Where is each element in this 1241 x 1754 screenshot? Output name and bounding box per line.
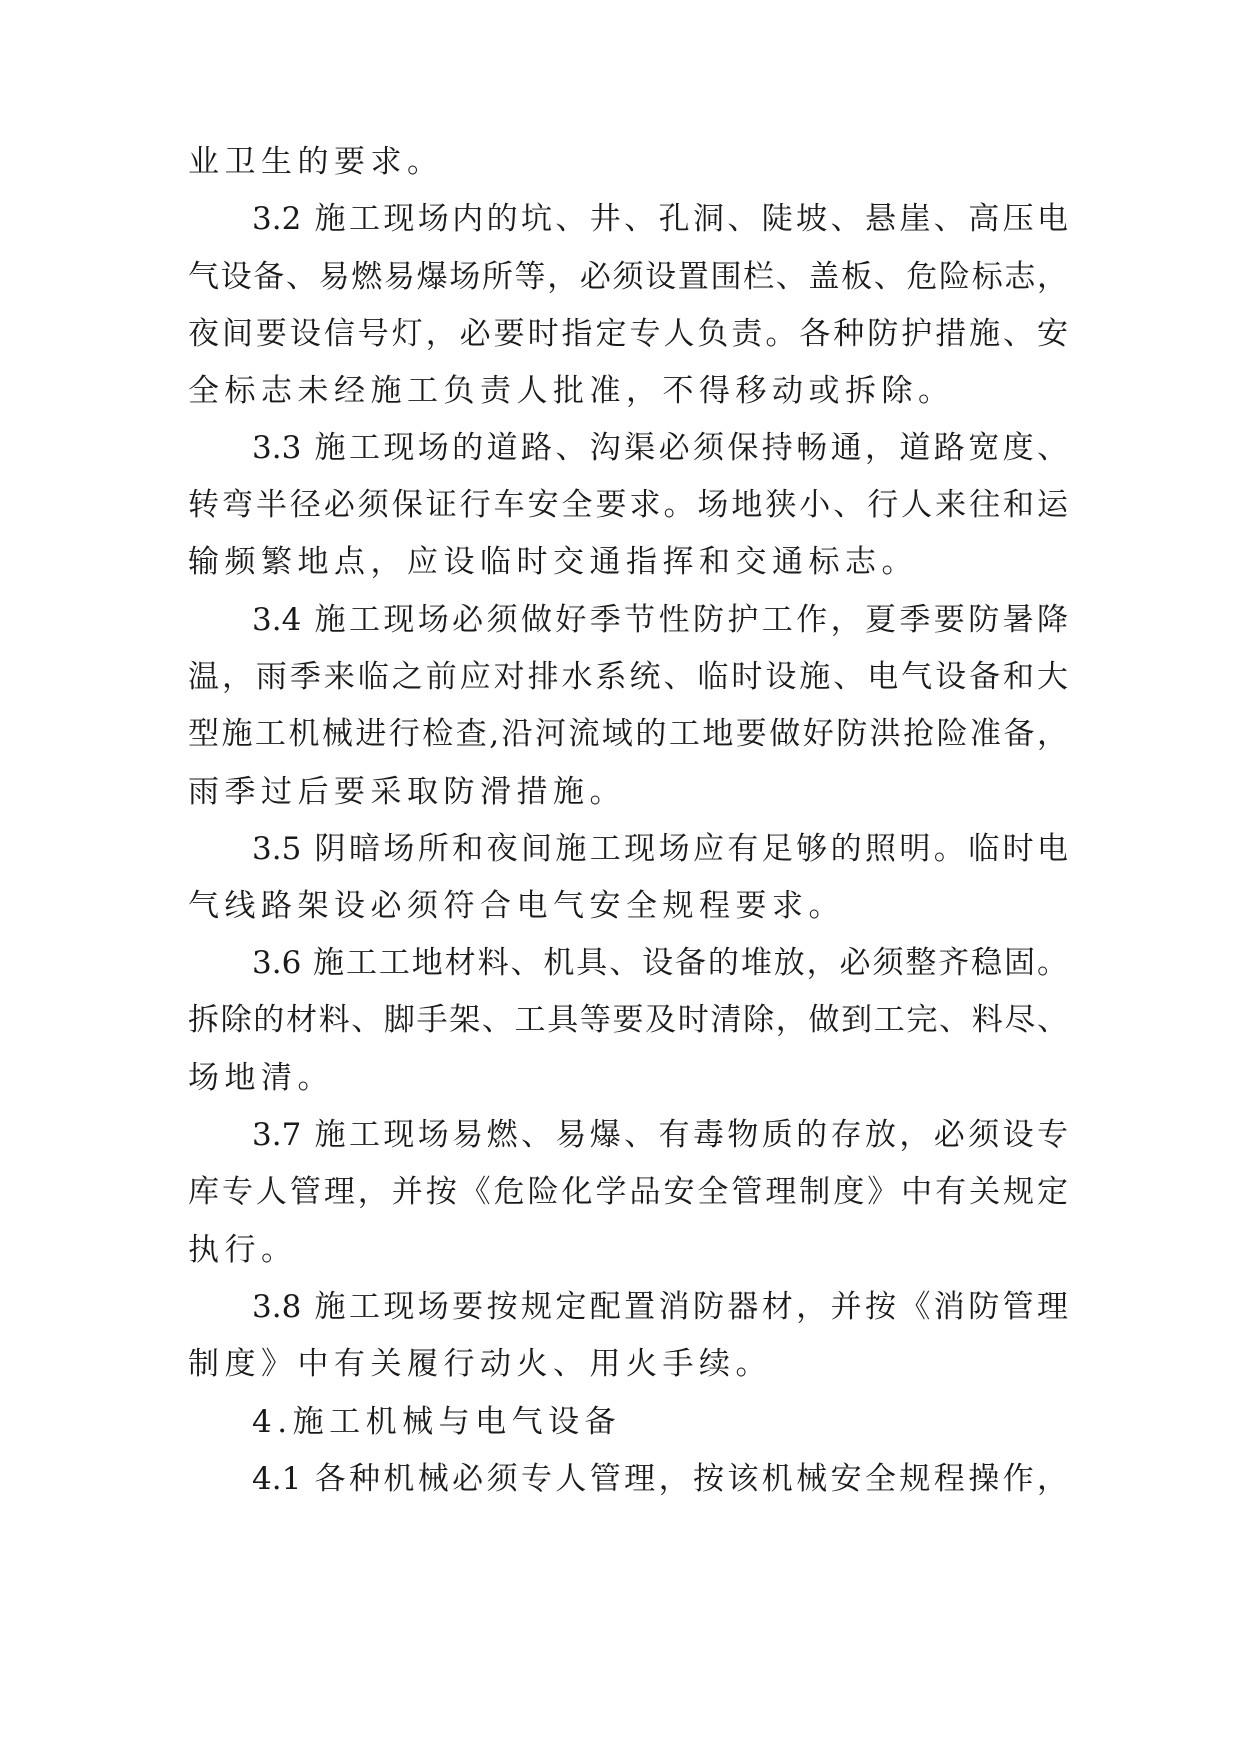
text-line: 业卫生的要求。 [188,144,444,180]
text-line: 3.6 施工工地材料、机具、设备的堆放，必须整齐稳固。 [252,945,1068,981]
text-line: 制度》中有关履行动火、用火手续。 [188,1346,772,1382]
text-line: 3.8 施工现场要按规定配置消防器材，并按《消防管理 [252,1289,1068,1325]
text-line: 雨季过后要采取防滑措施。 [188,774,626,810]
text-line: 3.7 施工现场易燃、易爆、有毒物质的存放，必须设专 [252,1117,1068,1153]
text-line: 气线路架设必须符合电气安全规程要求。 [188,888,845,924]
text-line: 转弯半径必须保证行车安全要求。场地狭小、行人来往和运 [188,487,1068,523]
text-line: 执行。 [188,1232,298,1268]
text-line: 气设备、易燃易爆场所等，必须设置围栏、盖板、危险标志， [188,259,1068,295]
text-line: 拆除的材料、脚手架、工具等要及时清除，做到工完、料尽、 [188,1002,1068,1038]
text-line: 型施工机械进行检查,沿河流域的工地要做好防洪抢险准备， [188,716,1068,752]
text-line: 3.3 施工现场的道路、沟渠必须保持畅通，道路宽度、 [252,430,1068,466]
section-heading: 4.施工机械与电气设备 [252,1404,622,1440]
text-line: 场地清。 [188,1060,334,1096]
text-line: 3.4 施工现场必须做好季节性防护工作，夏季要防暑降 [252,602,1068,638]
text-line: 3.2 施工现场内的坑、井、孔洞、陡坡、悬崖、高压电 [252,201,1068,237]
text-line: 4.1 各种机械必须专人管理，按该机械安全规程操作， [252,1461,1068,1497]
text-line: 3.5 阴暗场所和夜间施工现场应有足够的照明。临时电 [252,831,1068,867]
text-line: 输频繁地点，应设临时交通指挥和交通标志。 [188,544,918,580]
text-line: 夜间要设信号灯，必要时指定专人负责。各种防护措施、安 [188,316,1068,352]
text-line: 温，雨季来临之前应对排水系统、临时设施、电气设备和大 [188,659,1068,695]
text-line: 全标志未经施工负责人批准，不得移动或拆除。 [188,373,955,409]
text-line: 库专人管理，并按《危险化学品安全管理制度》中有关规定 [188,1174,1068,1210]
